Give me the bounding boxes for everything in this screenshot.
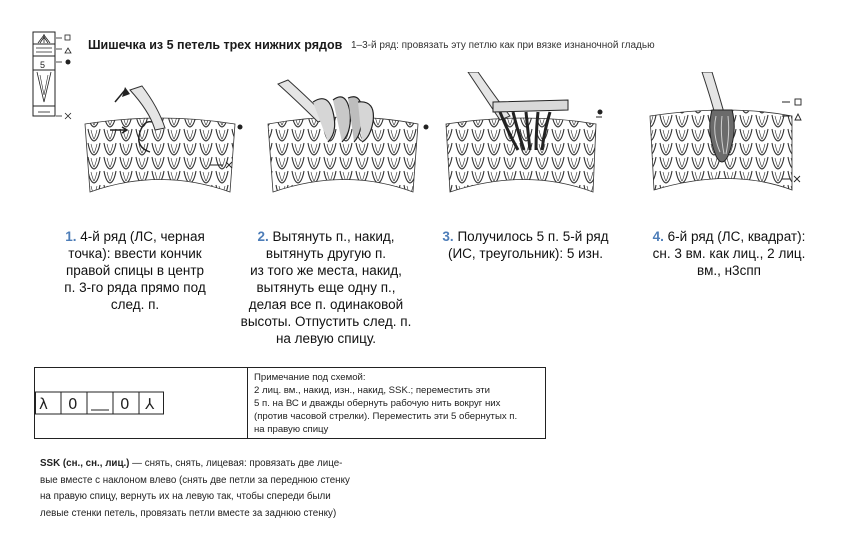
- step-2-line-7: на левую спицу.: [275, 331, 377, 346]
- ssk-line-1: — снять, снять, лицевая: провязать две лице-: [129, 458, 343, 469]
- step-3-line-1: Получилось 5 п. 5-й ряд: [457, 229, 609, 244]
- step-2-line-3: из того же места, накид,: [250, 263, 402, 278]
- page-subtitle: 1–3-й ряд: провязать эту петлю как при вязке изнаночной гладью: [351, 40, 655, 51]
- step-4-number: 4.: [652, 229, 664, 244]
- step-1-line-3: правой спицы в центр: [65, 263, 205, 278]
- step-2-line-5: делая все п. одинаковой: [248, 297, 404, 312]
- step-2-illustration: [258, 72, 433, 200]
- ssk-line-4: левые стенки петель, провязать петли вместе за заднюю стенку): [40, 507, 337, 519]
- note-line-1: Примечание под схемой:: [254, 372, 366, 383]
- step-3-line-2: (ИС, треугольник): 5 изн.: [447, 246, 604, 261]
- note-line-5: на правую спицу: [254, 424, 329, 435]
- step-4-line-2: сн. 3 вм. как лиц., 2 лиц.: [652, 246, 806, 261]
- step-2-line-6: высоты. Отпустить след. п.: [240, 314, 412, 329]
- step-4-line-1: 6-й ряд (ЛС, квадрат):: [667, 229, 806, 244]
- step-4-caption: [634, 228, 824, 279]
- step-1-line-5: след. п.: [110, 297, 160, 312]
- step-3-caption: [428, 228, 623, 262]
- note-symbol-yo-2: 0: [120, 395, 130, 413]
- step-2-line-4: вытянуть еще одну п.,: [256, 280, 396, 295]
- ssk-term: SSK (сн., сн., лиц.): [40, 458, 130, 469]
- step-3-number: 3.: [442, 229, 454, 244]
- step-4-line-3: вм., н3спп: [697, 263, 761, 278]
- step-1-number: 1.: [65, 229, 77, 244]
- step-1-line-4: п. 3-го ряда прямо под: [64, 280, 206, 295]
- step-1-line-2: точка): ввести кончик: [68, 246, 202, 261]
- ssk-definition: [40, 456, 470, 522]
- note-symbol-ssk: ⅄: [145, 395, 155, 413]
- step-2-number: 2.: [257, 229, 269, 244]
- note-text: [254, 371, 542, 436]
- step-2-caption: [236, 228, 416, 347]
- ssk-line-2: вые вместе с наклоном влево (снять две петли за переднюю стенку: [40, 474, 350, 486]
- ssk-line-3: на правую спицу, вернуть их на левую так, чтобы спереди были: [40, 491, 331, 502]
- note-symbol-row: [35, 388, 165, 418]
- page-title: Шишечка из 5 петель трех нижних рядов: [88, 38, 343, 52]
- step-3-illustration: [438, 72, 613, 200]
- note-line-4: (против часовой стрелки). Переместить эти 5 обернутых п.: [254, 411, 518, 422]
- legend-row-number: 5: [40, 60, 46, 70]
- step-1-caption: [50, 228, 220, 313]
- step-1-line-1: 4-й ряд (ЛС, черная: [80, 229, 205, 244]
- step-2-line-2: вытянуть другую п.: [265, 246, 387, 261]
- note-line-2: 2 лиц. вм., накид, изн., накид, SSK.; переместить эти: [254, 385, 491, 396]
- note-symbol-cell: [35, 368, 248, 438]
- note-symbol-yo-1: 0: [68, 395, 78, 413]
- step-4-illustration: [642, 72, 817, 200]
- note-table: [34, 367, 546, 439]
- note-symbol-k2tog: λ: [39, 395, 48, 413]
- note-line-3: 5 п. на ВС и дважды обернуть рабочую нить вокруг них: [254, 398, 501, 409]
- step-1-illustration: [70, 72, 245, 200]
- step-2-line-1: Вытянуть п., накид,: [272, 229, 395, 244]
